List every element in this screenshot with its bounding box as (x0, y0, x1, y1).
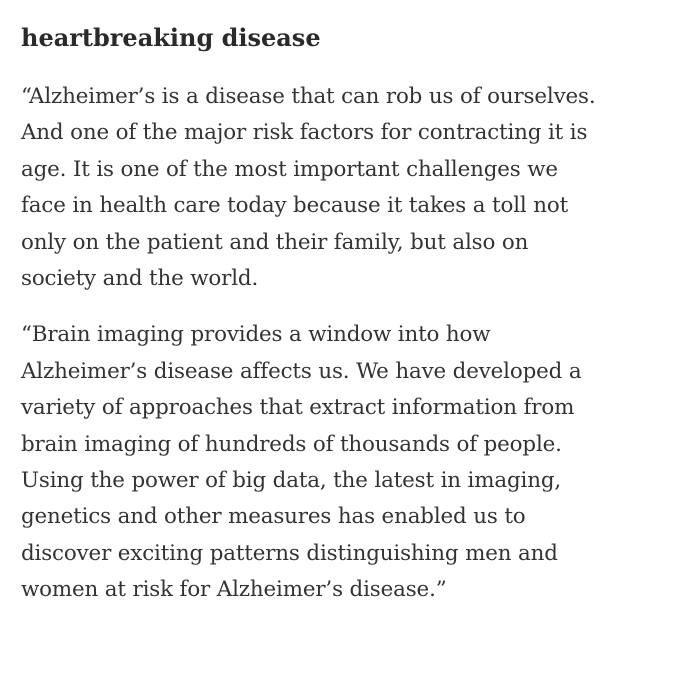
paragraph-line: society and the world. (21, 266, 259, 292)
paragraph-line: variety of approaches that extract information from (21, 395, 575, 421)
paragraph-line: “Alzheimer’s is a disease that can rob us of ourselves. (21, 84, 596, 109)
quote-paragraph-2 (21, 317, 681, 608)
article-body (21, 18, 681, 629)
paragraph-line: age. It is one of the most important challenges we (21, 156, 558, 182)
paragraph-line: brain imaging of hundreds of thousands of people. (21, 431, 562, 457)
paragraph-line: only on the patient and their family, but also on (21, 229, 529, 255)
paragraph-line: genetics and other measures has enabled us to (21, 504, 526, 530)
paragraph-line: And one of the major risk factors for contracting it is (21, 120, 588, 146)
paragraph-line: Alzheimer’s disease affects us. We have developed a (21, 358, 582, 384)
paragraph-line: discover exciting patterns distinguishing men and (21, 540, 558, 566)
paragraph-line: “Brain imaging provides a window into how (21, 322, 491, 348)
paragraph-line: Using the power of big data, the latest in imaging, (21, 468, 562, 494)
paragraph-line: women at risk for Alzheimer’s disease.” (21, 577, 447, 603)
quote-paragraph-1 (21, 79, 681, 297)
section-heading: heartbreaking disease (21, 23, 321, 52)
paragraph-line: face in health care today because it takes a toll not (21, 193, 569, 219)
